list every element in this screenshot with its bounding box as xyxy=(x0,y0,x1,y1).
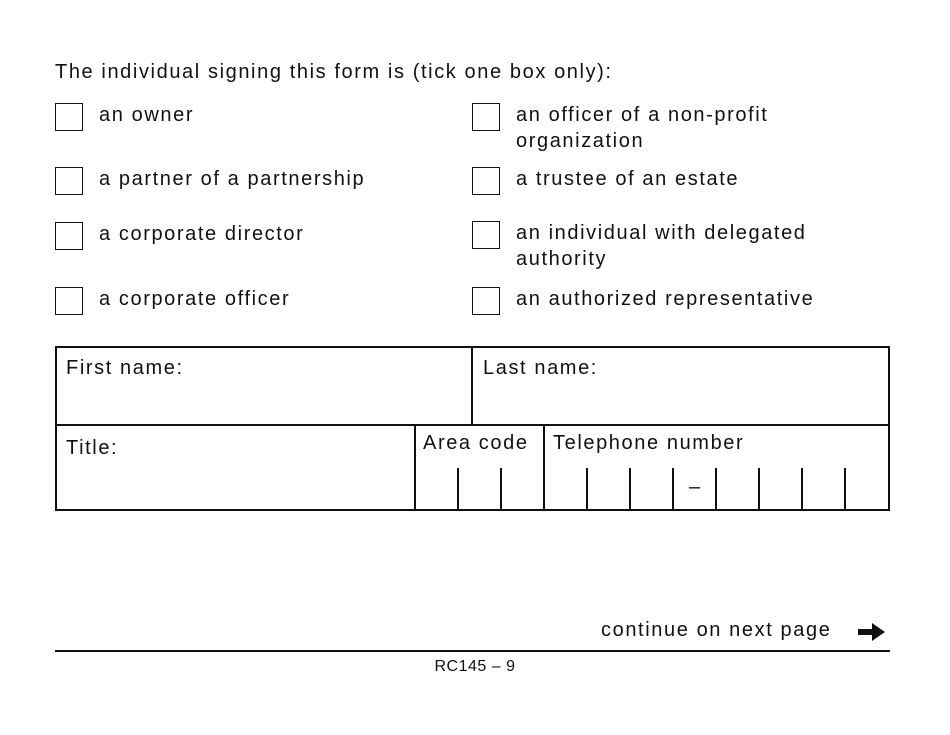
name-divider xyxy=(471,346,473,425)
digit-separator xyxy=(844,468,846,511)
option-corporate-director-label: a corporate director xyxy=(99,223,305,245)
signer-details-table xyxy=(55,346,890,511)
digit-separator xyxy=(500,468,502,511)
option-delegated-authority-label: an individual with delegated authority xyxy=(516,222,807,270)
option-authorized-representative-label: an authorized representative xyxy=(516,288,815,310)
digit-separator xyxy=(457,468,459,511)
row-divider xyxy=(55,424,890,426)
last-name-label: Last name: xyxy=(483,357,598,379)
table-bottom-border xyxy=(55,509,890,511)
title-label: Title: xyxy=(66,437,119,459)
table-right-border xyxy=(888,346,890,511)
digit-separator xyxy=(801,468,803,511)
option-partner-label: a partner of a partnership xyxy=(99,168,366,190)
digit-separator xyxy=(758,468,760,511)
form-instruction: The individual signing this form is (tick one box only): xyxy=(55,61,613,83)
area-code-digit-3[interactable] xyxy=(502,468,544,511)
arrow-right-icon xyxy=(857,620,887,644)
digit-separator xyxy=(672,468,674,511)
first-name-label: First name: xyxy=(66,357,184,379)
area-code-divider xyxy=(543,425,545,511)
title-divider xyxy=(414,425,416,511)
area-code-digit-1[interactable] xyxy=(416,468,458,511)
digit-separator xyxy=(629,468,631,511)
option-nonprofit-officer-label: an officer of a non-profit organization xyxy=(516,104,769,152)
phone-digit-2[interactable] xyxy=(588,468,630,511)
checkbox-estate-trustee[interactable] xyxy=(472,167,500,195)
option-estate-trustee-label: a trustee of an estate xyxy=(516,168,740,190)
phone-digit-6[interactable] xyxy=(760,468,802,511)
telephone-number-label: Telephone number xyxy=(553,432,745,454)
continue-on-next-page: continue on next page xyxy=(601,619,832,641)
checkbox-nonprofit-officer[interactable] xyxy=(472,103,500,131)
phone-separator: – xyxy=(689,476,701,498)
phone-digit-5[interactable] xyxy=(717,468,759,511)
footer-rule xyxy=(55,650,890,652)
phone-digit-3[interactable] xyxy=(631,468,673,511)
area-code-label: Area code xyxy=(423,432,529,454)
phone-digit-7[interactable] xyxy=(803,468,845,511)
checkbox-delegated-authority[interactable] xyxy=(472,221,500,249)
digit-separator xyxy=(715,468,717,511)
table-left-border xyxy=(55,346,57,511)
checkbox-corporate-director[interactable] xyxy=(55,222,83,250)
option-owner-label: an owner xyxy=(99,104,195,126)
checkbox-corporate-officer[interactable] xyxy=(55,287,83,315)
phone-digit-1[interactable] xyxy=(545,468,587,511)
checkbox-owner[interactable] xyxy=(55,103,83,131)
option-corporate-officer-label: a corporate officer xyxy=(99,288,291,310)
checkbox-authorized-representative[interactable] xyxy=(472,287,500,315)
phone-digit-8[interactable] xyxy=(846,468,890,511)
area-code-digit-2[interactable] xyxy=(459,468,501,511)
digit-separator xyxy=(586,468,588,511)
page-number: RC145 – 9 xyxy=(434,658,516,675)
checkbox-partner[interactable] xyxy=(55,167,83,195)
